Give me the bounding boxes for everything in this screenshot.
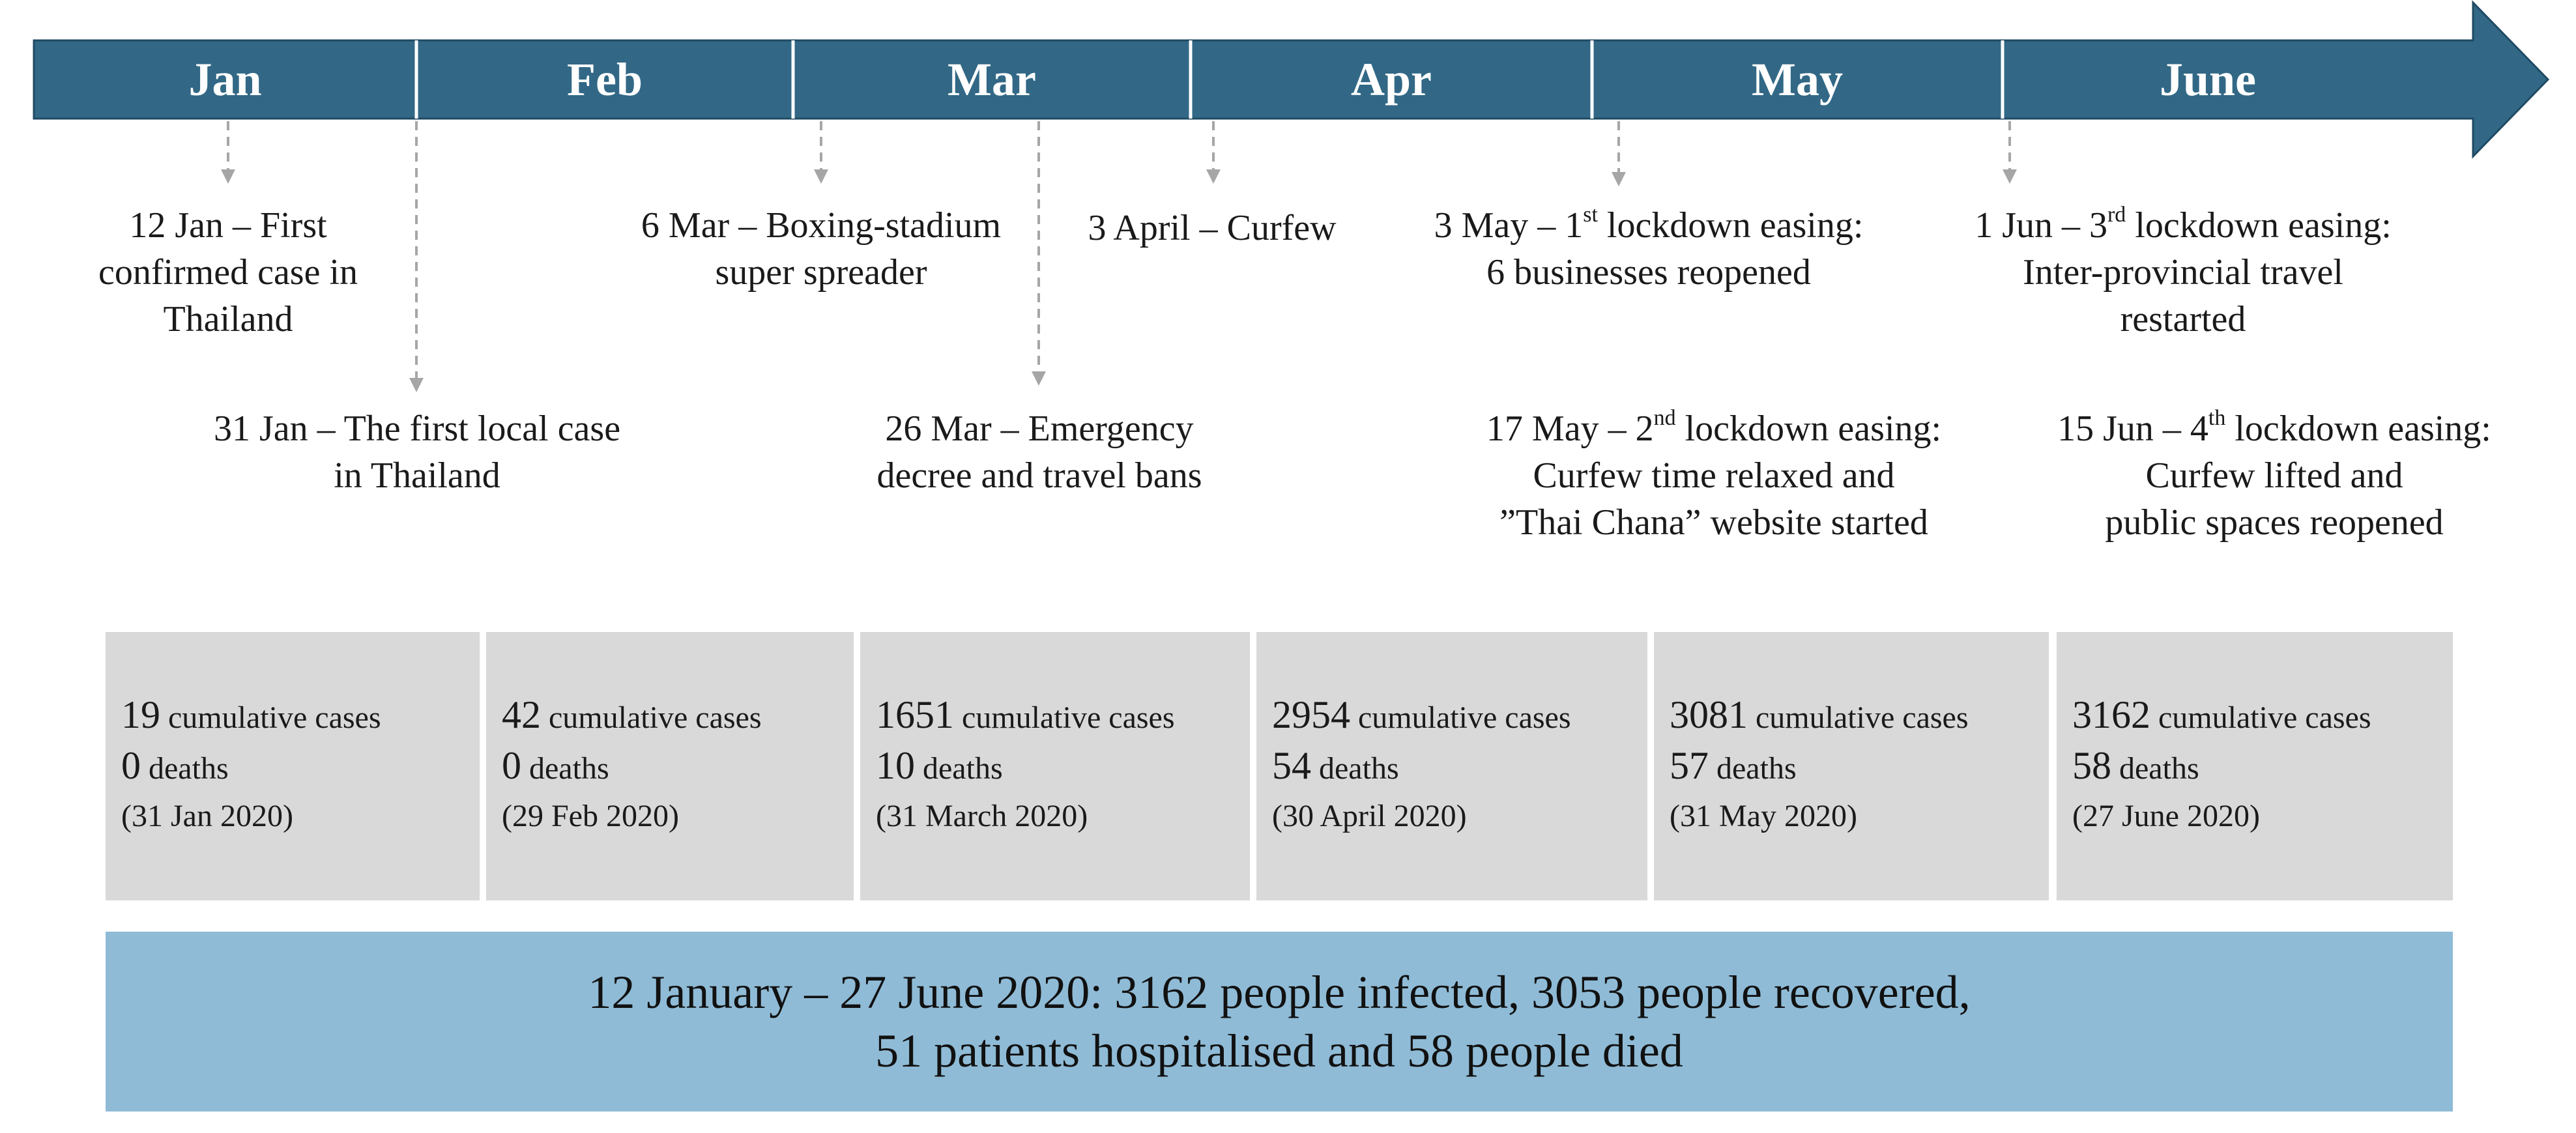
month-label-feb: Feb <box>567 53 643 106</box>
stat-cases: 3162 cumulative cases <box>2072 693 2371 736</box>
stat-box-may <box>1654 632 2049 900</box>
event-line: 31 Jan – The first local case <box>213 409 621 449</box>
month-label-jan: Jan <box>188 53 262 106</box>
arrowhead-26mar <box>1032 371 1046 386</box>
summary-line-1: 12 January – 27 June 2020: 3162 people infected, 3053 people recovered, <box>588 966 1971 1018</box>
stat-box-mar <box>860 632 1250 900</box>
event-line: 3 May – 1st lockdown easing: <box>1434 203 1864 246</box>
event-31-jan <box>156 405 678 499</box>
event-line: public spaces reopened <box>2105 502 2444 543</box>
event-1-jun <box>1922 202 2444 343</box>
event-line: Curfew time relaxed and <box>1533 455 1895 496</box>
month-label-may: May <box>1752 53 1843 106</box>
stat-deaths: 57 deaths <box>1670 744 1797 787</box>
stat-box-jan <box>106 632 480 900</box>
event-line: ”Thai Chana” website started <box>1499 502 1928 543</box>
stat-cases: 3081 cumulative cases <box>1670 693 1969 736</box>
event-line: decree and travel bans <box>876 455 1202 496</box>
event-6-mar <box>586 202 1056 296</box>
event-line: 17 May – 2nd lockdown easing: <box>1486 406 1942 449</box>
stat-date: (31 May 2020) <box>1670 799 1857 833</box>
event-line: in Thailand <box>334 455 500 496</box>
event-3-may <box>1388 202 1909 296</box>
event-26-mar <box>808 405 1271 499</box>
event-3-apr <box>1056 205 1368 251</box>
month-label-mar: Mar <box>948 53 1036 106</box>
event-line: 15 Jun – 4th lockdown easing: <box>2057 406 2491 449</box>
stat-box-apr <box>1256 632 1647 900</box>
stat-date: (31 March 2020) <box>876 799 1088 833</box>
summary-line-2: 51 patients hospitalised and 58 people died <box>875 1025 1683 1077</box>
event-17-may <box>1421 405 2007 546</box>
event-line: Thailand <box>163 299 293 339</box>
event-line: 6 Mar – Boxing-stadium <box>641 205 1002 246</box>
stat-deaths: 58 deaths <box>2072 744 2199 787</box>
summary-box <box>106 932 2453 1111</box>
stat-box-feb <box>486 632 854 900</box>
stat-date: (31 Jan 2020) <box>121 799 293 833</box>
event-line: 3 April – Curfew <box>1088 208 1337 248</box>
month-label-apr: Apr <box>1351 53 1432 106</box>
event-line: 6 businesses reopened <box>1486 252 1811 293</box>
event-12-jan <box>33 202 424 343</box>
arrowhead-3apr <box>1206 169 1221 184</box>
month-label-june: June <box>2159 53 2257 106</box>
event-line: Inter-provincial travel <box>2023 252 2343 293</box>
stat-cases: 1651 cumulative cases <box>876 693 1175 736</box>
stat-date: (27 June 2020) <box>2072 799 2260 833</box>
stat-box-june <box>2057 632 2453 900</box>
event-line: restarted <box>2120 299 2246 339</box>
stat-cases: 19 cumulative cases <box>121 693 381 736</box>
stat-date: (29 Feb 2020) <box>502 799 679 833</box>
stat-cases: 42 cumulative cases <box>502 693 762 736</box>
stat-deaths: 0 deaths <box>502 744 609 787</box>
event-line: 1 Jun – 3rd lockdown easing: <box>1975 203 2392 246</box>
stat-deaths: 0 deaths <box>121 744 229 787</box>
event-line: 12 Jan – First <box>129 205 327 246</box>
event-line: super spreader <box>715 252 927 293</box>
event-line: Curfew lifted and <box>2145 455 2403 496</box>
stat-deaths: 10 deaths <box>876 744 1003 787</box>
arrowhead-3may <box>1612 172 1626 186</box>
stat-date: (30 April 2020) <box>1272 799 1467 833</box>
event-line: confirmed case in <box>98 252 358 293</box>
arrowhead-12jan <box>221 169 235 184</box>
stat-deaths: 54 deaths <box>1272 744 1399 787</box>
arrowhead-1jun <box>2003 169 2017 184</box>
arrowhead-31jan <box>409 378 424 392</box>
event-15-jun <box>2007 405 2541 546</box>
stat-cases: 2954 cumulative cases <box>1272 693 1571 736</box>
arrowhead-6mar <box>814 169 828 184</box>
event-line: 26 Mar – Emergency <box>885 409 1194 449</box>
